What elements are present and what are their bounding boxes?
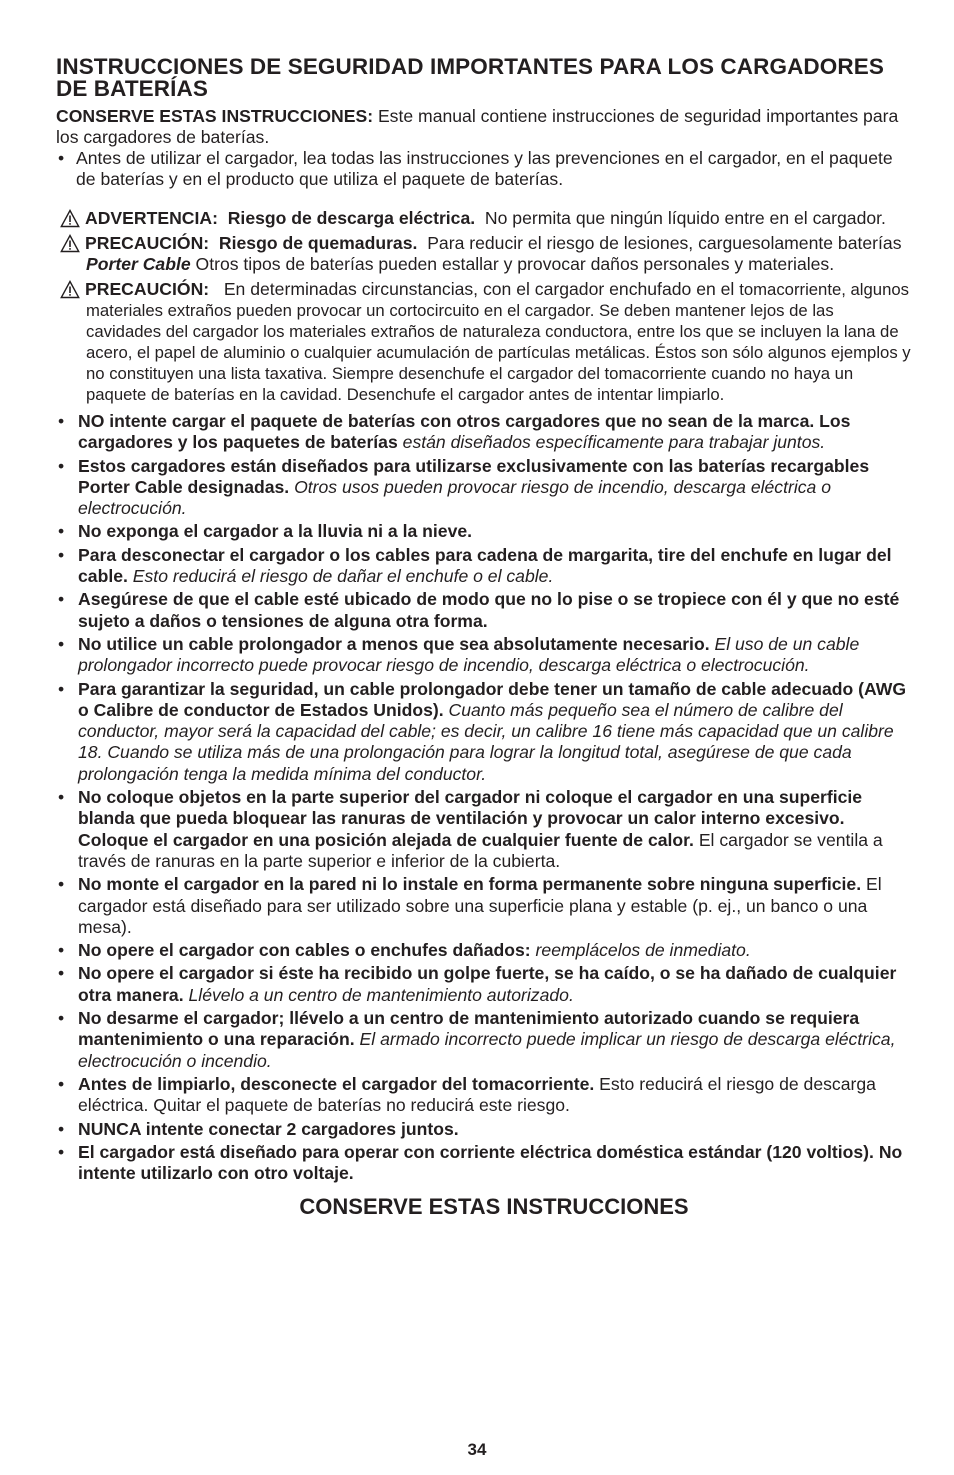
list-item-plain: El cargador se ventila a través de ranuras en la parte superior e inferior de la cubierta. [78,829,883,871]
list-item-text [78,963,912,1006]
intro-section [56,106,912,190]
caution-text-1: Para reducir el riesgo de lesiones, carguesolamente baterías [427,233,902,253]
caution-bold-text: Riesgo de quemaduras. [218,233,418,253]
list-item-plain: Esto reducirá el riesgo de descarga eléctrica. Quitar el paquete de baterías no reducirá este riesgo. [78,1073,876,1116]
list-item [56,1142,912,1185]
list-item-text [78,545,912,588]
intro-bullet [56,148,912,190]
footer-title: CONSERVE ESTAS INSTRUCCIONES [299,1194,689,1220]
list-item [56,589,912,632]
list-item-italic: El armado incorrecto puede implicar un riesgo de descarga eléctrica, electrocución o incendio. [78,1029,896,1071]
bullet-symbol: • [58,1118,65,1139]
bullet-symbol: • [58,874,65,895]
list-item-text [78,1074,912,1117]
caution-text-2: Otros tipos de baterías pueden estallar y provocar daños personales y materiales. [190,254,835,274]
page-number: 34 [467,1440,487,1459]
list-item-text [78,679,912,785]
warning-bold-text: Riesgo de descarga eléctrica. [227,208,476,228]
warning-text: No permita que ningún líquido entre en el cargador. [484,208,886,228]
safety-rules-list [56,411,912,1184]
list-item-bold: No opere el cargador con cables o enchufes dañados: [78,940,531,961]
list-item-italic: Esto reducirá el riesgo de dañar el enchufe o el cable. [127,566,554,587]
list-item-bold: Para garantizar la seguridad, un cable prolongador debe tener un tamaño de cable adecuado (AWG o Calibre de conductor de Estados Unidos). [78,678,907,720]
bullet-symbol: • [58,148,65,168]
document-page [56,56,912,1220]
list-item-bold: No monte el cargador en la pared ni lo instale en forma permanente sobre ninguna superficie. [78,874,862,895]
bullet-symbol: • [58,787,65,808]
list-item-bold: No opere el cargador si éste ha recibido un golpe fuerte, se ha caído, o se ha dañado de cualquier otra manera. [78,963,897,1005]
list-item-italic: están diseñados específicamente para trabajar juntos. [397,432,826,453]
list-item-bold: NUNCA intente conectar 2 cargadores juntos. [78,1118,459,1139]
list-item-italic: Llévelo a un centro de mantenimiento autorizado. [183,984,574,1005]
bullet-symbol: • [58,678,65,699]
list-item-text [78,787,912,872]
caution-label: PRECAUCIÓN: [85,279,210,299]
list-item [56,963,912,1006]
bullet-symbol: • [58,1141,65,1162]
bullet-symbol: • [58,1008,65,1029]
list-item-bold: NO intente cargar el paquete de baterías con otros cargadores que no sean de la marca. Los cargadores y los paquetes de baterías [78,411,851,453]
bullet-symbol: • [58,455,65,476]
bullet-symbol: • [58,633,65,654]
list-item-text [78,456,912,520]
list-item-text [78,589,912,632]
list-item-bold: Antes de limpiarlo, desconecte el cargador del tomacorriente. [78,1073,595,1094]
intro-text: Este manual contiene instrucciones de seguridad importantes para los cargadores de baterías. [56,106,899,147]
list-item [56,679,912,785]
list-item-bold: Estos cargadores están diseñados para utilizarse exclusivamente con las baterías recargables Porter Cable designadas. [78,455,870,497]
list-item-text [78,411,912,454]
list-item-bold: No utilice un cable prolongador a menos que sea absolutamente necesario. [78,633,710,654]
list-item-plain: El cargador está diseñado para ser utilizado sobre una superficie plana y estable (p. ej., un banco o una mesa). [78,874,882,937]
list-item-text [78,1142,912,1185]
bullet-symbol: • [58,411,65,431]
warning-triangle-icon [60,234,80,253]
warning-label: ADVERTENCIA: [85,208,218,228]
list-item-italic: reemplácelos de inmediato. [530,940,751,961]
list-item [56,456,912,520]
bullet-symbol: • [58,521,65,542]
caution-text-2: tomacorriente, algunos materiales extraños pueden provocar un cortocircuito en el cargador. Se deben mantener lejos de las cavidades del cargador los materiales extraños de naturaleza conductora, entre los que se incluyen la lana de acero, el papel de aluminio o cualquier acumulación de partículas metálicas. Éstos son sólo algunos ejemplos y no constituyen una lista taxativa. Siempre desenchufe el cargador del tomacorriente cuando no haya un paquete de baterías en la cavidad. Desenchufe el cargador antes de intentar limpiarlo. [86,280,911,404]
list-item [56,874,912,938]
intro-lead: CONSERVE ESTAS INSTRUCCIONES: [56,106,374,126]
list-item [56,940,912,961]
list-item [56,521,912,542]
list-item-bold: No exponga el cargador a la lluvia ni a la nieve. [78,521,473,542]
warning-block-advertencia [56,208,912,229]
warning-block-precaucion-1 [56,233,912,275]
list-item-italic: Otros usos pueden provocar riesgo de incendio, descarga eléctrica o electrocución. [78,476,832,519]
list-item-bold: No desarme el cargador; llévelo a un centro de mantenimiento autorizado cuando se requiera mantenimiento o una reparación. [78,1008,860,1050]
warning-block-precaucion-2 [56,279,912,405]
list-item [56,1008,912,1072]
list-item-bold: El cargador está diseñado para operar con corriente eléctrica doméstica estándar (120 voltios). No intente utilizarlo con otro voltaje. [78,1141,903,1184]
list-item-text [78,634,912,677]
bullet-symbol: • [58,1073,65,1094]
list-item [56,634,912,677]
list-item [56,1119,912,1140]
list-item-bold: Asegúrese de que el cable esté ubicado de modo que no lo pise o se tropiece con él y que no esté sujeto a daños o tensiones de alguna otra forma. [78,589,900,631]
list-item-text [78,940,751,961]
warning-triangle-icon [60,280,80,299]
list-item-bold: No coloque objetos en la parte superior del cargador ni coloque el cargador en una superficie blanda que pueda bloquear las ranuras de ventilación y provocar un calor interno excesivo. Coloque el cargador en una posición alejada de cualquier fuente de calor. [78,787,863,850]
bullet-symbol: • [58,589,65,610]
caution-label: PRECAUCIÓN: [85,233,210,253]
warning-triangle-icon [60,209,80,228]
brand-name: Porter Cable [86,254,191,274]
intro-paragraph [56,106,912,148]
bullet-symbol: • [58,963,65,984]
list-item [56,1074,912,1117]
bullet-symbol: • [58,940,65,961]
list-item-italic: Cuanto más pequeño sea el número de calibre del conductor, mayor será la capacidad del cable; es decir, un calibre 16 tiene más capacidad que un calibre 18. Cuando se utiliza más de una prolongación para lograr la longitud total, asegúrese de que cada prolongación tenga la medida mínima del conductor. [78,699,894,784]
caution-text-1: En determinadas circunstancias, con el cargador enchufado en el [223,279,735,299]
list-item [56,787,912,872]
list-item-text [78,1008,912,1072]
list-item-bold: Para desconectar el cargador o los cables para cadena de margarita, tire del enchufe en lugar del cable. [78,544,892,587]
list-item-text [78,874,912,938]
bullet-symbol: • [58,544,65,565]
intro-bullet-text: Antes de utilizar el cargador, lea todas las instrucciones y las prevenciones en el cargador, en el paquete de baterías y en el producto que utiliza el paquete de baterías. [76,148,893,189]
list-item [56,545,912,588]
list-item-text [78,1119,459,1140]
list-item-italic: El uso de un cable prolongador incorrecto puede provocar riesgo de incendio, descarga eléctrica o electrocución. [78,633,860,676]
list-item [56,411,912,454]
page-title: INSTRUCCIONES DE SEGURIDAD IMPORTANTES PARA LOS CARGADORES DE BATERÍAS [56,54,884,101]
list-item-text [78,521,472,542]
